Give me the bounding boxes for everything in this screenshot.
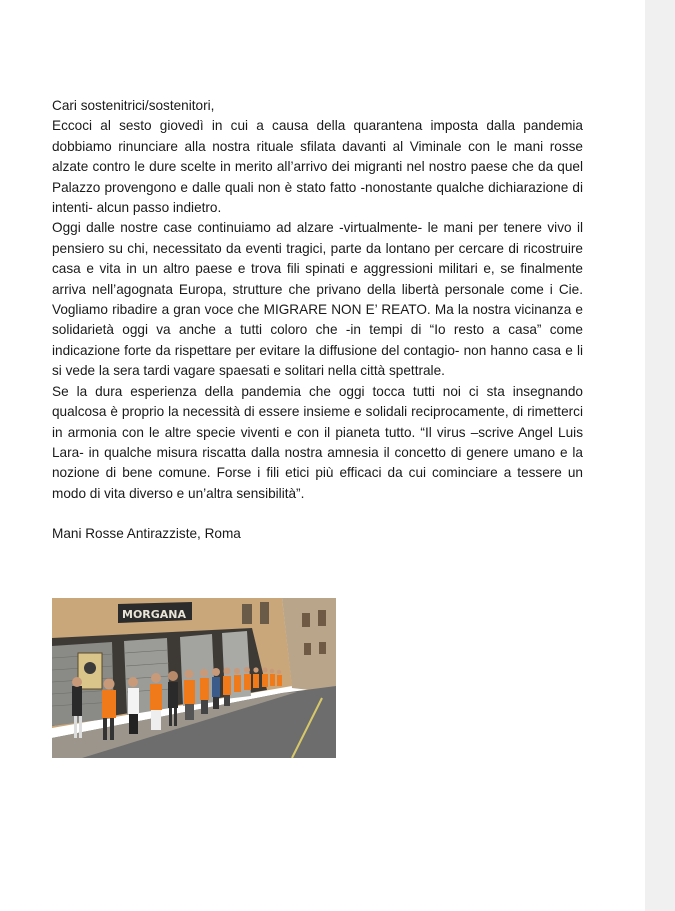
protest-photo-illustration bbox=[52, 598, 336, 758]
letter-paragraph-2: Oggi dalle nostre case continuiamo ad alzare -virtualmente- le mani per tenere vivo il pensiero su chi, necessitato da eventi tragici, parte da lontano per cercare di ricostruire casa e vita in un altro paese e trova fili spinati e aggressioni militari e, se finalmente arriva nell’agognata Europa, strutture che privano della libertà personale come i Cie. Vogliamo ribadire a gran voce che MIGRARE NON E’ REATO. Ma la nostra vicinanza e solidarietà oggi va anche a tutti coloro che -in tempi di “Io resto a casa” come indicazione forte da rispettare per evitare la diffusione del contagio- non hanno casa e li si vede la sera tardi vagare spaesati e solitari nella città spettrale. bbox=[52, 220, 583, 379]
letter-signature: Mani Rosse Antirazziste, Roma bbox=[52, 526, 241, 542]
shop-sign-text: MORGANA bbox=[122, 608, 187, 621]
protest-photo bbox=[52, 598, 336, 758]
page-side-gutter bbox=[645, 0, 675, 911]
letter-paragraph-1: Eccoci al sesto giovedì in cui a causa della quarantena imposta dalla pandemia dobbiamo rinunciare alla nostra rituale sfilata davanti al Viminale con le mani rosse alzate contro le dure scelte in merito all’arrivo dei migranti nel nostro paese che da quel Palazzo provengono e dalle quali non è stato fatto -nonostante qualche dichiarazione di intenti- alcun passo indietro. bbox=[52, 118, 583, 216]
letter-body bbox=[52, 96, 583, 545]
letter-greeting: Cari sostenitrici/sostenitori, bbox=[52, 98, 215, 113]
letter-paragraph-3: Se la dura esperienza della pandemia che oggi tocca tutti noi ci sta insegnando qualcosa è proprio la necessità di essere insieme e solidali reciprocamente, di rimetterci in armonia con le altre specie viventi e con il pianeta tutto. “Il virus –scrive Angel Luis Lara- in qualche misura riscatta dalla nostra amnesia il concetto di genere umano e la nozione di bene comune. Forse i fili etici più efficaci da cui cominciare a tessere un modo di vita diverso e un’altra sensibilità”. bbox=[52, 383, 583, 501]
